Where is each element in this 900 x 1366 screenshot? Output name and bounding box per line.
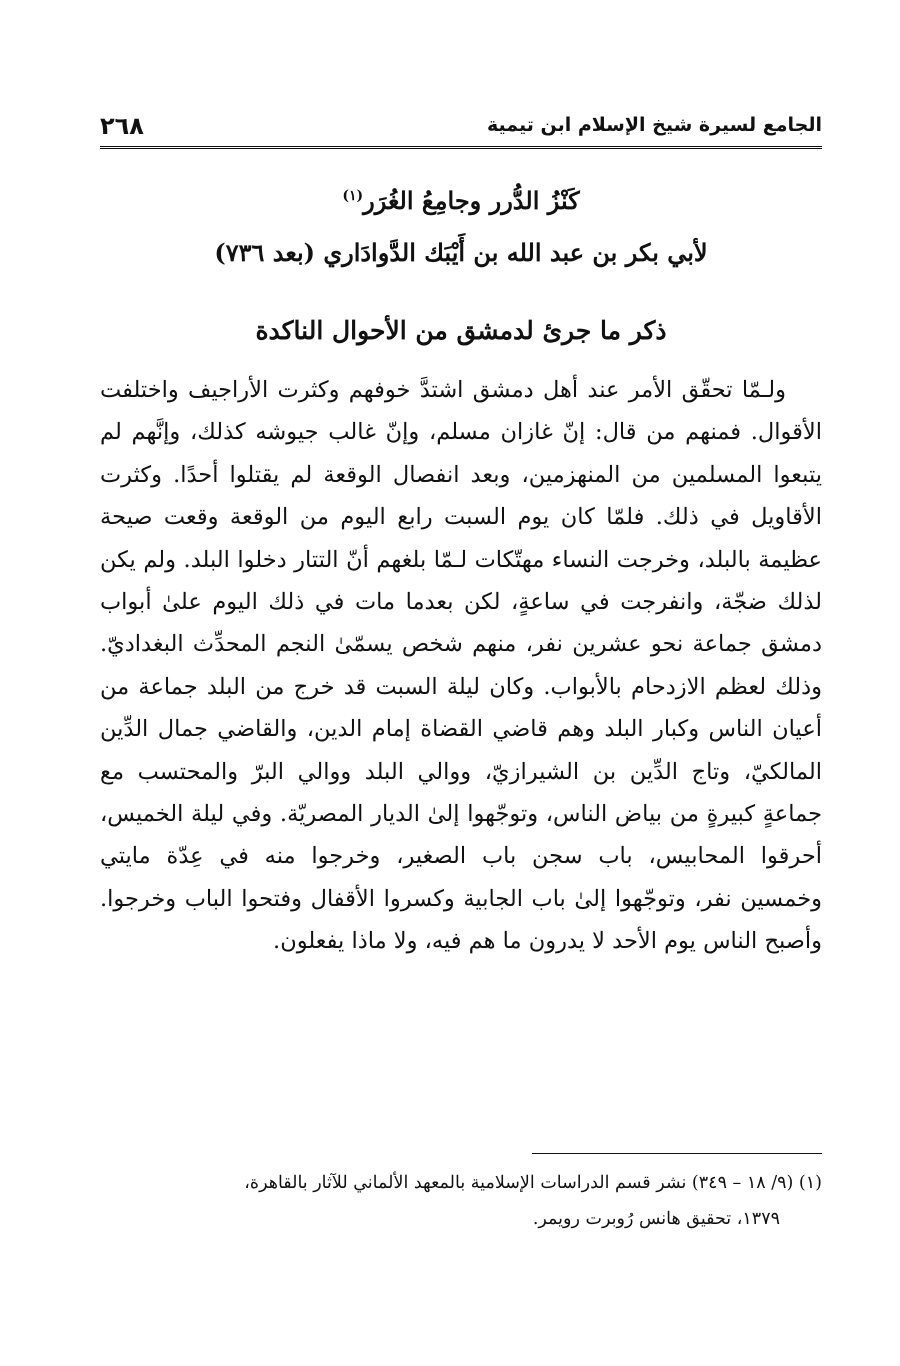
section-heading: ذكر ما جرئ لدمشق من الأحوال الناكدة [255, 316, 667, 345]
running-title: الجامع لسيرة شيخ الإسلام ابن تيمية [486, 114, 822, 136]
running-header [100, 108, 822, 149]
footnote-reference: (١) [342, 188, 364, 204]
author-line: لأبي بكر بن عبد الله بن أَيْبَك الدَّوادَاري (بعد ٧٣٦) [214, 238, 708, 267]
footnote-line-1: (١) (٩/ ١٨ – ٣٤٩) نشر قسم الدراسات الإسلامية بالمعهد الألماني للآثار بالقاهرة، [244, 1173, 822, 1193]
book-page [100, 108, 822, 1338]
footnote-divider [532, 1153, 822, 1154]
page-number: ٢٦٨ [100, 112, 144, 140]
work-title [100, 183, 822, 219]
footnote-line-2: ١٣٧٩، تحقيق هانس رُوبرت رويمر. [532, 1209, 780, 1229]
body-paragraph: ولـمّا تحقّق الأمر عند أهل دمشق اشتدَّ خوفهم وكثرت الأراجيف واختلفت الأقوال. فمنهم من قال: إنّ غازان مسلم، وإنّ غالب جيوشه كذلك، وإنَّهم لم يتبعوا المسلمين من المنهزمين، وبعد انفصال الوقعة لم يقتلوا أحدًا. وكثرت الأقاويل في ذلك. فلمّا كان يوم السبت رابع اليوم من الوقعة وقعت صيحة عظيمة بالبلد، وخرجت النساء مهتّكات لـمّا بلغهم أنّ التتار دخلوا البلد. ولم يكن لذلك ضجّة، وانفرجت في ساعةٍ، لكن بعدما مات في ذلك اليوم علىٰ أبواب دمشق جماعة نحو عشرين نفر، منهم شخص يسمّىٰ النجم المحدِّث البغداديّ. وذلك لعظم الازدحام بالأبواب. وكان ليلة السبت قد خرج من البلد جماعة من أعيان الناس وكبار البلد وهم قاضي القضاة إمام الدين، والقاضي جمال الدِّين المالكيّ، وتاج الدِّين بن الشيرازيّ، ووالي البلد ووالي البرّ والمحتسب مع جماعةٍ كبيرةٍ من بياض الناس، وتوجّهوا إلىٰ الديار المصريّة. وفي ليلة الخميس، أحرقوا المحابيس، باب سجن باب الصغير، وخرجوا منه في عِدّة مايتي وخمسين نفر، وتوجّهوا إلىٰ باب الجابية وكسروا الأقفال وفتحوا الباب وخرجوا. وأصبح الناس يوم الأحد لا يدرون ما هم فيه، ولا ماذا يفعلون. [100, 377, 822, 955]
footnote [100, 1165, 822, 1237]
work-title-text: كَنْزُ الدُّرر وجامِعُ الغُرَر [363, 186, 580, 215]
